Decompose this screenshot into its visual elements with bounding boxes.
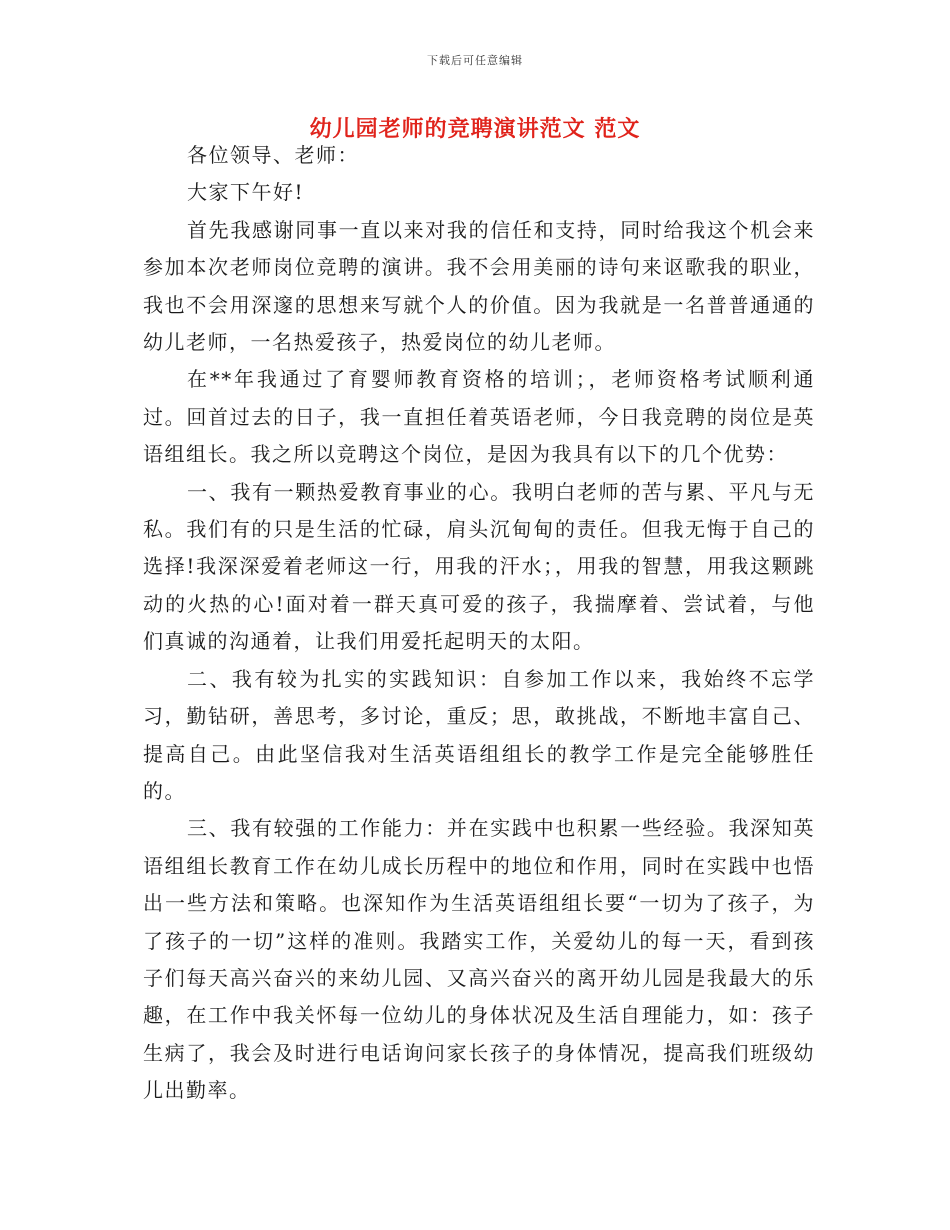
paragraph-background: 在**年我通过了育婴师教育资格的培训；，老师资格考试顺利通过。回首过去的日子，我一直担任着英语老师，今日我竞聘的岗位是英语组组长。我之所以竞聘这个岗位，是因为我具有以下的几个优势： (143, 367, 815, 467)
paragraph-advantage-1: 一、我有一颗热爱教育事业的心。我明白老师的苦与累、平凡与无私。我们有的只是生活的忙碌，肩头沉甸甸的责任。但我无悔于自己的选择!我深深爱着老师这一行，用我的汗水；，用我的智慧，用我这颗跳动的火热的心!面对着一群天真可爱的孩子，我揣摩着、尝试着，与他们真诚的沟通着，让我们用爱托起明天的太阳。 (143, 479, 815, 654)
greeting: 大家下午好! (187, 180, 305, 205)
paragraph-intro: 首先我感谢同事一直以来对我的信任和支持，同时给我这个机会来参加本次老师岗位竞聘的演讲。我不会用美丽的诗句来讴歌我的职业， 我也不会用深邃的思想来写就个人的价值。因为我就是一名普普通通的幼儿老师，一名热爱孩子，热爱岗位的幼儿老师。 (143, 217, 815, 355)
document-body (143, 137, 815, 1110)
paragraph-advantage-3: 三、我有较强的工作能力：并在实践中也积累一些经验。我深知英语组组长教育工作在幼儿成长历程中的地位和作用，同时在实践中也悟出一些方法和策略。也深知作为生活英语组组长要“一切为了孩子，为了孩子的一切”这样的准则。我踏实工作，关爱幼儿的每一天，看到孩子们每天高兴奋兴的来幼儿园、又高兴奋兴的离开幼儿园是我最大的乐趣，在工作中我关怀每一位幼儿的身体状况及生活自理能力，如：孩子生病了，我会及时进行电话询问家长孩子的身体情况，提高我们班级幼儿出勤率。 (143, 816, 815, 1103)
header-note: 下载后可任意编辑 (427, 54, 523, 67)
paragraph-advantage-2: 二、我有较为扎实的实践知识：自参加工作以来，我始终不忘学习，勤钻研，善思考，多讨论，重反；思，敢挑战，不断地丰富自己、提高自己。由此坚信我对生活英语组组长的教学工作是完全能够胜任的。 (143, 666, 815, 803)
document-title: 幼儿园老师的竞聘演讲范文 范文 (309, 116, 641, 142)
salutation: 各位领导、老师： (187, 143, 359, 167)
